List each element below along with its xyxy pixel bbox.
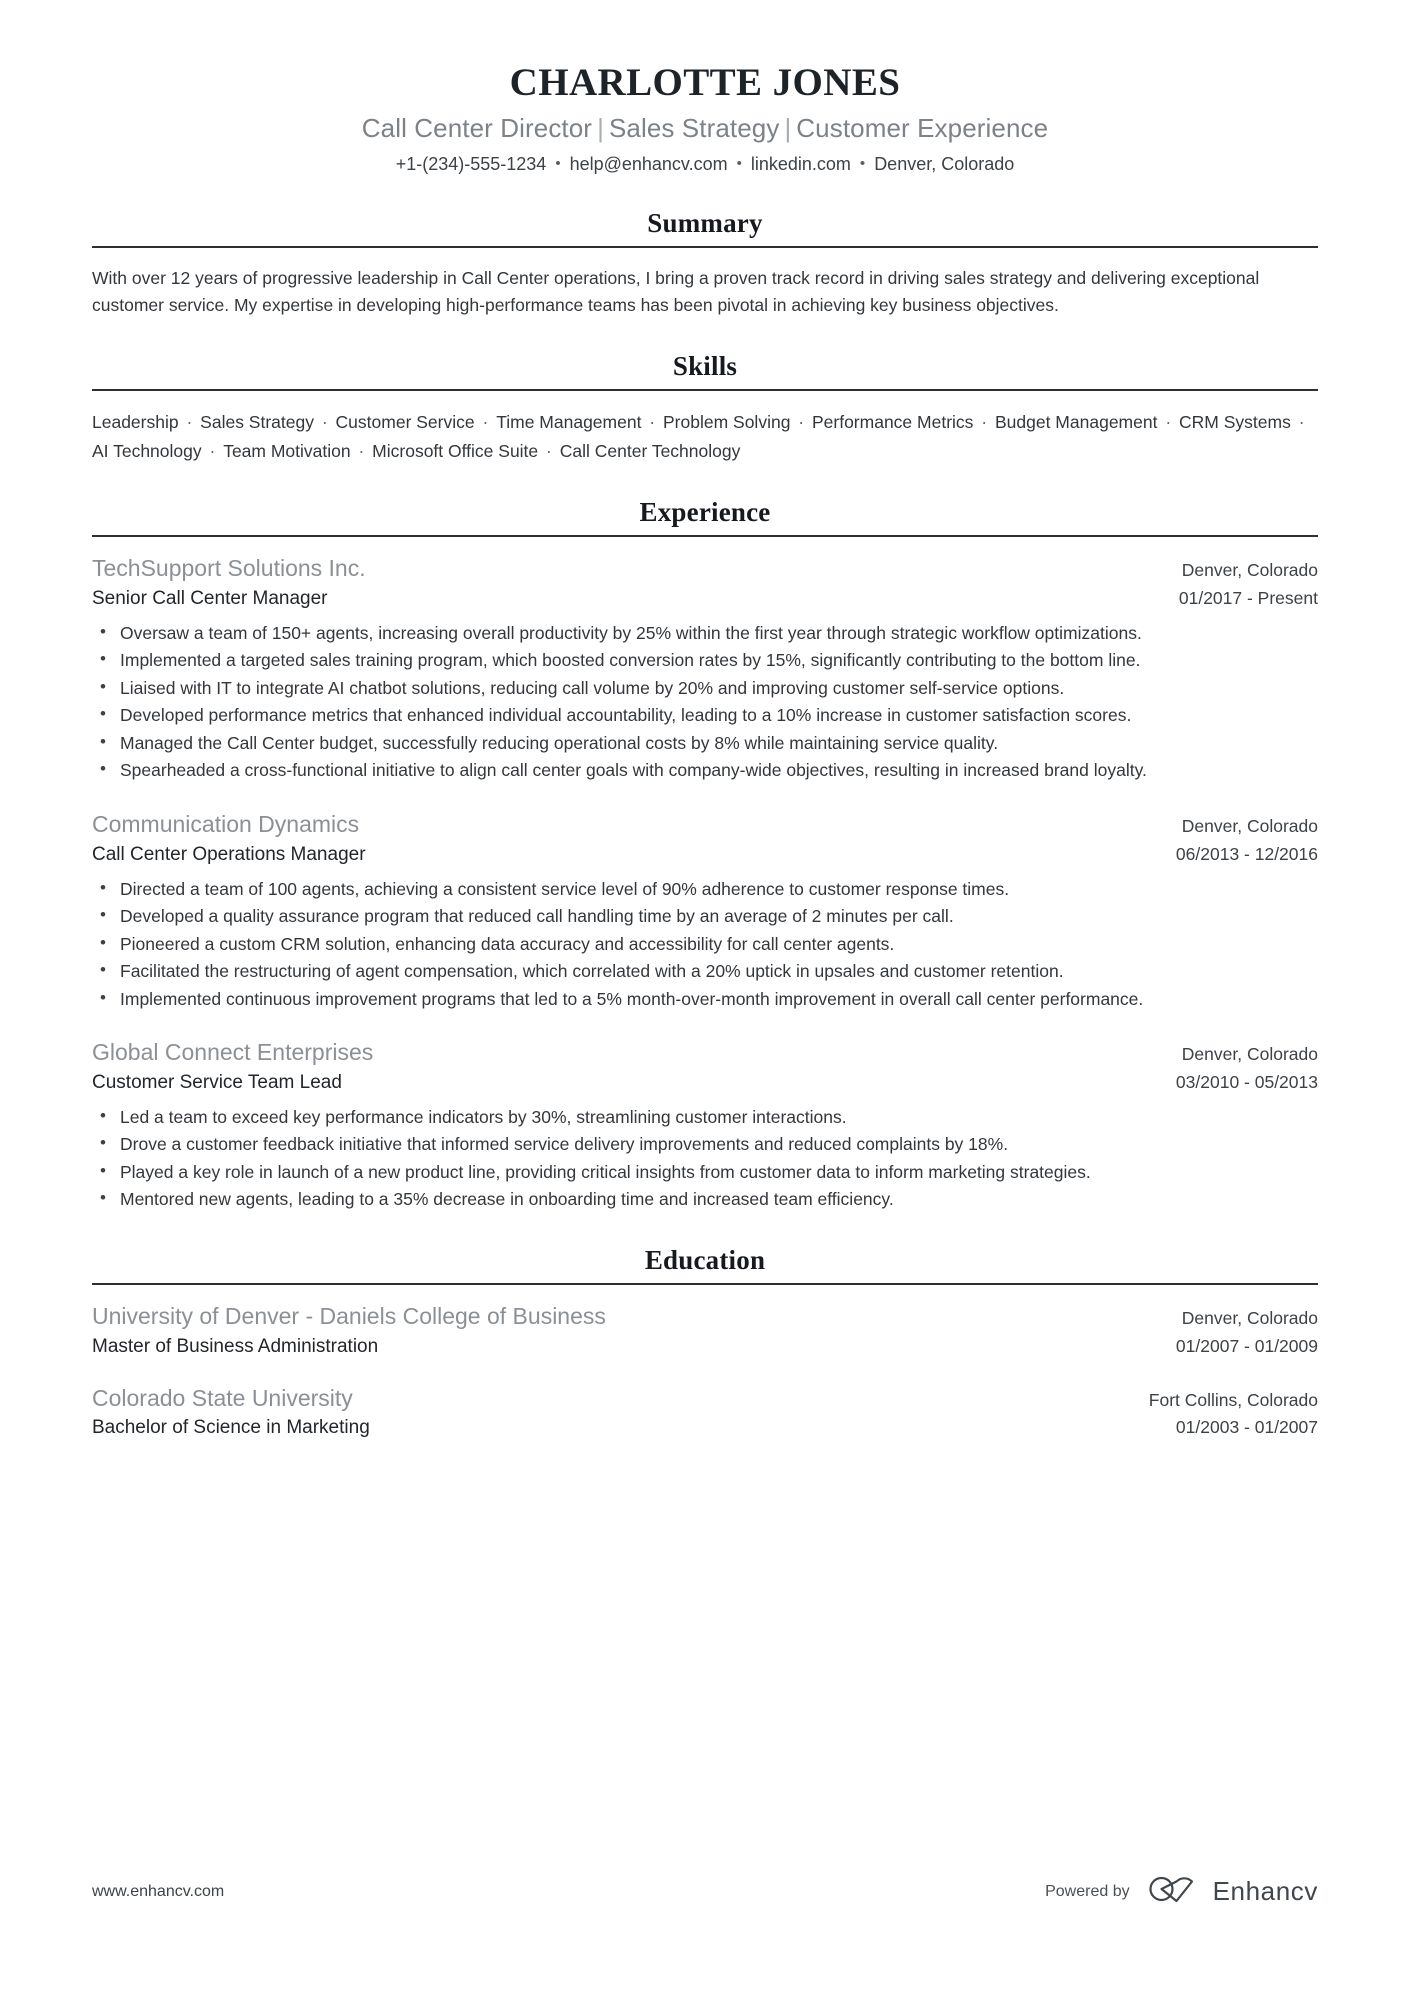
- experience-bullet-list: [92, 877, 1318, 1013]
- skill-separator: ·: [316, 412, 333, 433]
- experience-entry-subhead: [92, 1071, 1318, 1096]
- education-entry-subhead: [92, 1335, 1318, 1360]
- experience-location: Denver, Colorado: [1181, 1044, 1318, 1065]
- skill-separator: ·: [793, 412, 809, 433]
- education-dates: 01/2003 - 01/2007: [1175, 1417, 1318, 1438]
- experience-bullet-list: [92, 621, 1318, 784]
- resume-header: [92, 0, 1318, 176]
- education-degree: Master of Business Administration: [92, 1335, 379, 1357]
- contact-item[interactable]: Denver, Colorado: [874, 153, 1015, 174]
- experience-entry: [92, 554, 1318, 784]
- education-entry: [92, 1302, 1318, 1360]
- experience-job-title: Senior Call Center Manager: [92, 587, 328, 609]
- education-dates: 01/2007 - 01/2009: [1175, 1335, 1318, 1356]
- summary-text: With over 12 years of progressive leadership in Call Center operations, I bring a proven track record in driving sales strategy and delivering exceptional customer service. My expertise in developing high-performance teams has been pivotal in achieving key business objectives.: [92, 268, 1260, 316]
- section-title-summary: Summary: [647, 208, 763, 239]
- experience-bullet: • Mentored new agents, leading to a 35% decrease in onboarding time and increased team efficiency.: [92, 1187, 1318, 1213]
- experience-bullet: • Led a team to exceed key performance indicators by 30%, streamlining customer interactions.: [92, 1105, 1318, 1131]
- skills-body: [92, 391, 1318, 465]
- education-school-name: Colorado State University: [92, 1384, 353, 1411]
- experience-location: Denver, Colorado: [1181, 560, 1318, 581]
- education-entry-head: [92, 1384, 1318, 1414]
- experience-entry-head: [92, 554, 1318, 584]
- experience-entry: [92, 810, 1318, 1012]
- education-location: Denver, Colorado: [1181, 1308, 1318, 1328]
- powered-by-label: Powered by: [1045, 1882, 1130, 1900]
- experience-company-name: TechSupport Solutions Inc.: [92, 555, 366, 582]
- footer-website-url[interactable]: www.enhancv.com: [92, 1882, 225, 1900]
- education-entry-subhead: [92, 1416, 1318, 1441]
- footer-branding: [1045, 1874, 1318, 1909]
- enhancv-brand: [1148, 1874, 1318, 1909]
- experience-bullet: • Implemented a targeted sales training program, which boosted conversion rates by 15%, significantly contributing to the bottom line.: [92, 648, 1318, 674]
- experience-location: Denver, Colorado: [1181, 815, 1318, 836]
- experience-bullet: • Directed a team of 100 agents, achieving a consistent service level of 90% adherence to customer response times.: [92, 877, 1318, 903]
- skill-item: Leadership: [92, 412, 179, 433]
- headline-part: Customer Experience: [796, 113, 1049, 144]
- skill-item: AI Technology: [92, 440, 202, 461]
- headline-separator: |: [597, 113, 604, 144]
- contact-separator-dot-icon: •: [555, 154, 561, 172]
- skill-item: Sales Strategy: [200, 412, 314, 433]
- skill-item: Call Center Technology: [559, 440, 741, 461]
- section-title-skills: Skills: [672, 351, 738, 382]
- section-experience: [92, 497, 1318, 1213]
- contact-separator-dot-icon: •: [859, 154, 866, 172]
- section-summary: [92, 208, 1318, 319]
- contact-item[interactable]: +1-(234)-555-1234: [395, 153, 547, 174]
- professional-headline: [92, 113, 1318, 145]
- contact-item[interactable]: linkedin.com: [750, 153, 851, 174]
- resume-footer: [92, 1874, 1318, 1909]
- education-location: Fort Collins, Colorado: [1148, 1389, 1318, 1410]
- experience-job-title: Customer Service Team Lead: [92, 1072, 342, 1094]
- experience-entry-subhead: [92, 843, 1318, 868]
- skill-item: Performance Metrics: [811, 412, 974, 433]
- experience-bullet: • Spearheaded a cross-functional initiative to align call center goals with company-wide objectives, resulting in increased brand loyalty.: [92, 758, 1318, 784]
- experience-bullet: • Pioneered a custom CRM solution, enhancing data accuracy and accessibility for call center agents.: [92, 932, 1318, 958]
- skill-item: Budget Management: [994, 412, 1158, 433]
- skill-separator: ·: [1160, 412, 1177, 433]
- experience-bullet: • Developed performance metrics that enhanced individual accountability, leading to a 10% increase in customer satisfaction scores.: [92, 703, 1318, 729]
- skill-separator: ·: [477, 412, 494, 433]
- skill-separator: ·: [204, 440, 221, 461]
- experience-job-title: Call Center Operations Manager: [92, 843, 366, 865]
- skill-item: Customer Service: [335, 412, 475, 433]
- skill-separator: ·: [353, 440, 370, 461]
- section-education: [92, 1245, 1318, 1441]
- experience-entries: [92, 537, 1318, 1213]
- experience-entry-subhead: [92, 587, 1318, 612]
- experience-bullet: • Implemented continuous improvement programs that led to a 5% month-over-month improvement in overall call center performance.: [92, 987, 1318, 1013]
- enhancv-logo-icon: [1148, 1874, 1202, 1909]
- experience-entry: [92, 1038, 1318, 1213]
- education-entries: [92, 1285, 1318, 1441]
- experience-entry-head: [92, 810, 1318, 840]
- experience-company-name: Global Connect Enterprises: [92, 1039, 374, 1066]
- experience-bullet: • Drove a customer feedback initiative that informed service delivery improvements and reduced complaints by 18%.: [92, 1132, 1318, 1158]
- headline-part: Sales Strategy: [608, 113, 780, 144]
- section-skills: [92, 351, 1318, 465]
- headline-separator: |: [784, 113, 792, 144]
- experience-bullet: • Played a key role in launch of a new product line, providing critical insights from customer data to inform marketing strategies.: [92, 1160, 1318, 1186]
- skill-item: Team Motivation: [223, 440, 351, 461]
- headline-part: Call Center Director: [361, 113, 593, 144]
- section-title-experience: Experience: [639, 497, 771, 528]
- summary-body: [92, 248, 1318, 319]
- skill-item: Microsoft Office Suite: [372, 440, 539, 461]
- experience-bullet: • Oversaw a team of 150+ agents, increasing overall productivity by 25% within the first year through strategic workflow optimizations.: [92, 621, 1318, 647]
- page-title: CHARLOTTE JONES: [509, 61, 901, 104]
- experience-company-name: Communication Dynamics: [92, 810, 360, 837]
- education-degree: Bachelor of Science in Marketing: [92, 1417, 370, 1439]
- experience-dates: 01/2017 - Present: [1178, 587, 1318, 608]
- experience-bullet: • Liaised with IT to integrate AI chatbot solutions, reducing call volume by 20% and improving customer self-service options.: [92, 676, 1318, 702]
- experience-entry-head: [92, 1038, 1318, 1068]
- skill-item: CRM Systems: [1179, 412, 1291, 433]
- skill-separator: ·: [644, 412, 660, 433]
- skill-separator: ·: [541, 440, 557, 461]
- experience-bullet: • Developed a quality assurance program that reduced call handling time by an average of 2 minutes per call.: [92, 904, 1318, 930]
- experience-bullet: • Facilitated the restructuring of agent compensation, which correlated with a 20% uptick in upsales and customer retention.: [92, 959, 1318, 985]
- skill-separator: ·: [976, 412, 992, 433]
- education-school-name: University of Denver - Daniels College of Business: [92, 1303, 606, 1329]
- section-title-education: Education: [644, 1245, 766, 1275]
- experience-dates: 03/2010 - 05/2013: [1175, 1072, 1318, 1093]
- enhancv-wordmark: Enhancv: [1212, 1876, 1318, 1906]
- skill-item: Problem Solving: [663, 412, 791, 433]
- skill-item: Time Management: [496, 412, 642, 433]
- education-entry: [92, 1384, 1318, 1442]
- skill-separator: ·: [1293, 412, 1305, 433]
- contact-separator-dot-icon: •: [736, 154, 742, 172]
- experience-bullet-list: [92, 1105, 1318, 1213]
- contact-line: [92, 153, 1318, 176]
- education-entry-head: [92, 1302, 1318, 1332]
- skill-separator: ·: [181, 412, 198, 433]
- experience-dates: 06/2013 - 12/2016: [1175, 843, 1318, 864]
- experience-bullet: • Managed the Call Center budget, successfully reducing operational costs by 8% while maintaining service quality.: [92, 731, 1318, 757]
- contact-item[interactable]: help@enhancv.com: [569, 153, 728, 174]
- skills-list: [92, 408, 1318, 465]
